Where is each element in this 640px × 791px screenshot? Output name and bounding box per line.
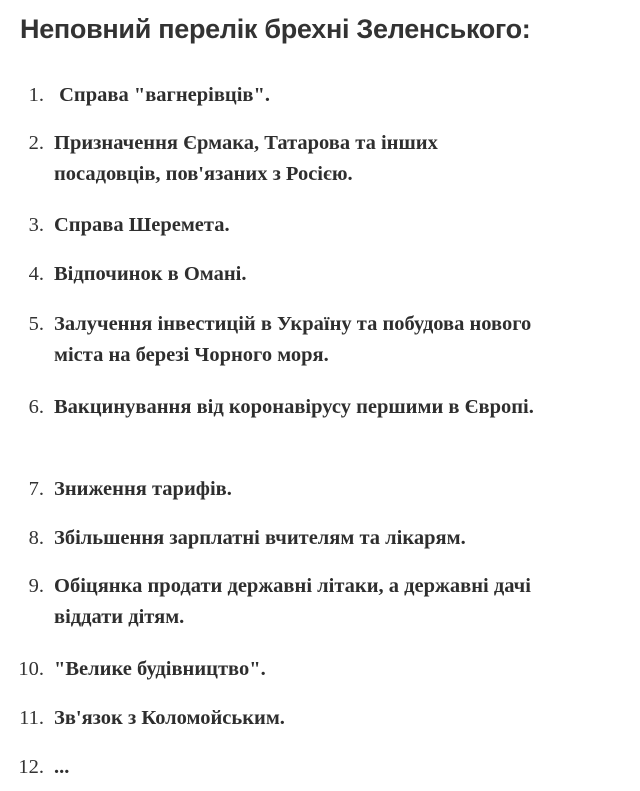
item-text: ...: [54, 756, 70, 778]
item-number: 4.: [28, 263, 44, 285]
item-text: Залучення інвестицій в Україну та побудова нового міста на березі Чорного моря.: [54, 313, 532, 366]
item-text: Зв'язок з Коломойським.: [54, 707, 285, 729]
item-text: Вакцинування від коронавірусу першими в Європі.: [54, 396, 534, 418]
item-number: 8.: [28, 527, 44, 549]
item-number: 10.: [18, 658, 44, 680]
item-text: Обіцянка продати державні літаки, а державні дачі віддати дітям.: [54, 575, 531, 628]
page-title: Неповний перелік брехні Зеленського:: [20, 14, 531, 44]
item-number: 12.: [18, 756, 44, 778]
item-number: 3.: [28, 214, 44, 236]
item-number: 6.: [28, 396, 44, 418]
item-number: 1.: [28, 84, 44, 106]
item-text: Відпочинок в Омані.: [54, 263, 247, 285]
item-text: Справа "вагнерівців".: [54, 84, 271, 106]
item-text: Призначення Єрмака, Татарова та інших посадовців, пов'язаних з Росією.: [54, 132, 438, 185]
item-number: 11.: [19, 707, 44, 729]
item-number: 9.: [28, 575, 44, 597]
item-text: Справа Шеремета.: [54, 214, 230, 236]
item-number: 2.: [28, 132, 44, 154]
item-text: Збільшення зарплатні вчителям та лікарям.: [54, 527, 466, 549]
item-text: "Велике будівництво".: [54, 658, 266, 680]
item-text: Зниження тарифів.: [54, 478, 232, 500]
item-number: 5.: [28, 313, 44, 335]
item-number: 7.: [28, 478, 44, 500]
